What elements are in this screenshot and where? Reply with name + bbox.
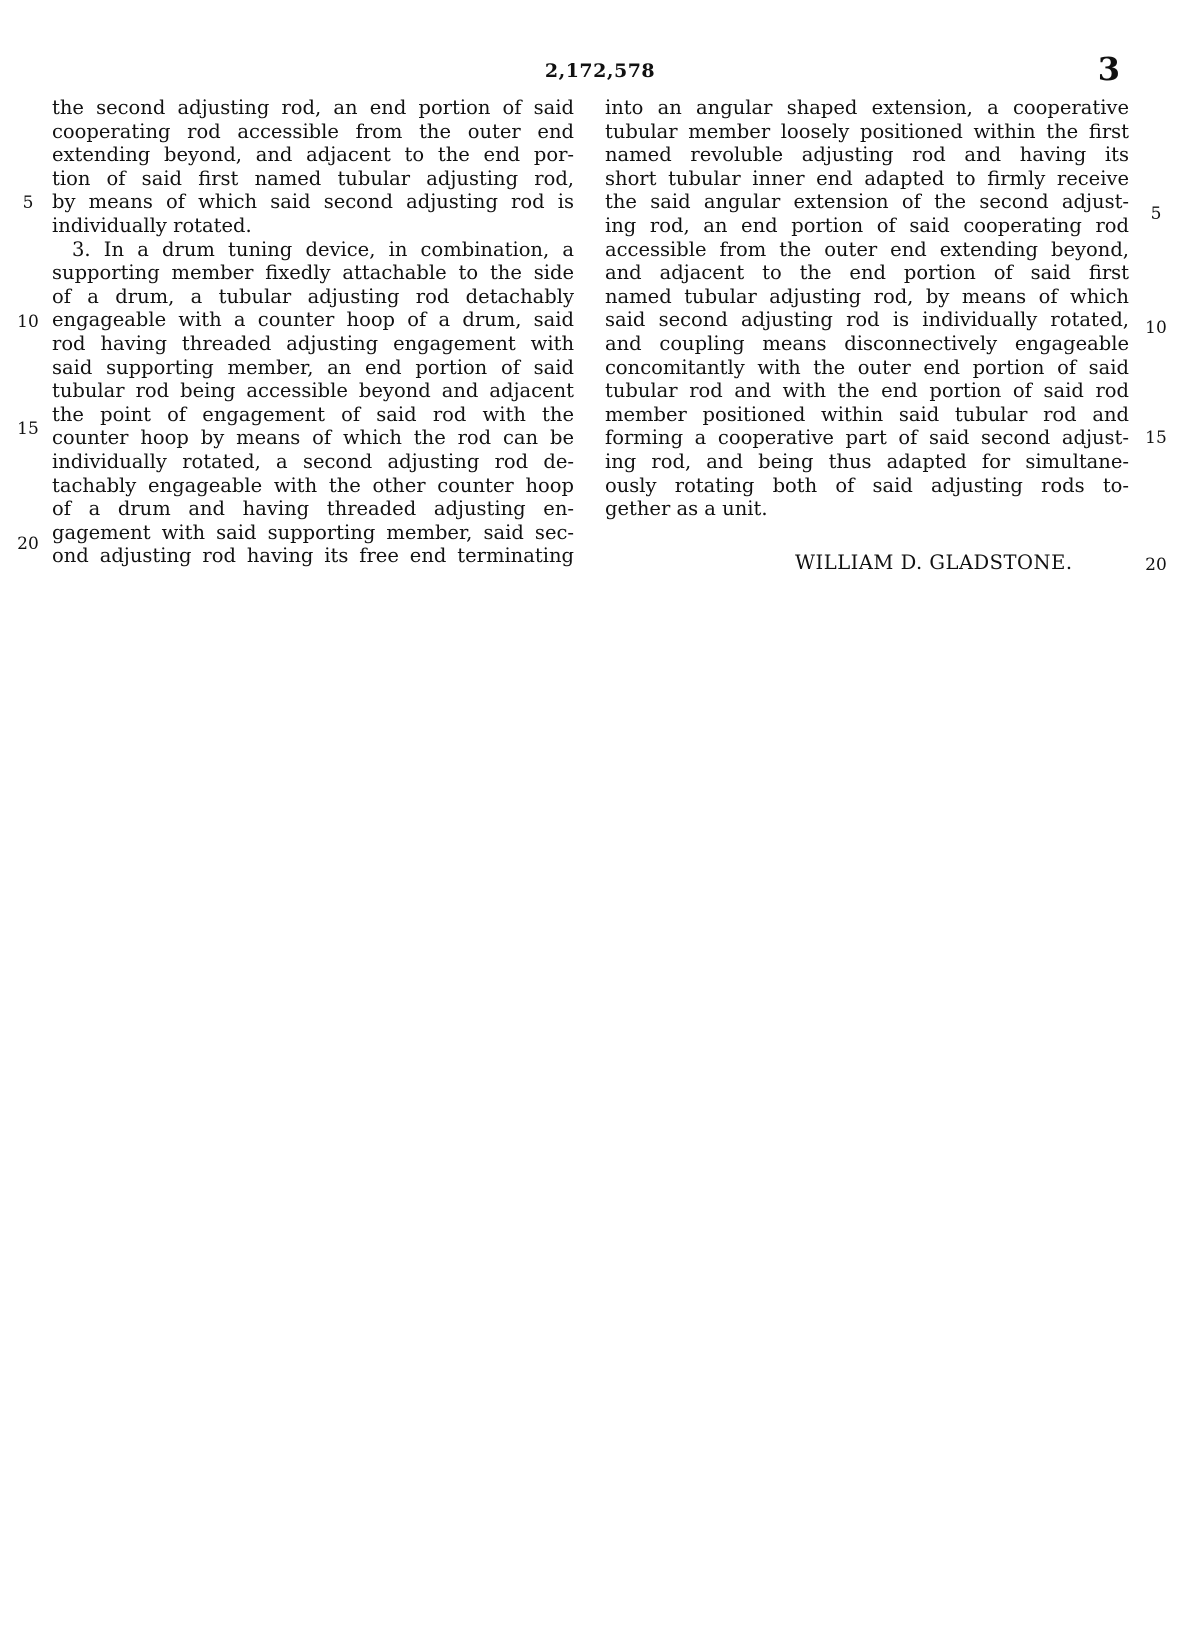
- text-line: individually rotated, a second adjusting rod de-: [52, 449, 574, 473]
- text-line: ing rod, and being thus adapted for simultane-: [605, 449, 1129, 473]
- text-line: into an angular shaped extension, a cooperative: [605, 96, 1129, 119]
- text-line: gagement with said supporting member, said sec-: [52, 520, 574, 544]
- text-line: said supporting member, an end portion of said: [52, 355, 574, 379]
- line-number: 5: [1150, 204, 1162, 224]
- text-line: concomitantly with the outer end portion of said: [605, 355, 1129, 379]
- text-line: cooperating rod accessible from the outer end: [52, 119, 574, 143]
- text-line: individually rotated.: [52, 213, 252, 237]
- line-number: 20: [1145, 555, 1167, 575]
- line-number: 15: [1145, 428, 1167, 448]
- line-number: 5: [22, 193, 34, 213]
- left-column: [52, 96, 574, 568]
- text-line: the said angular extension of the second adjust-: [605, 190, 1129, 214]
- right-column: [605, 96, 1129, 521]
- text-line: the second adjusting rod, an end portion of said: [52, 96, 574, 119]
- text-line: rod having threaded adjusting engagement with: [52, 331, 574, 355]
- text-line: ing rod, an end portion of said cooperating rod: [605, 213, 1129, 237]
- text-line: said second adjusting rod is individually rotated,: [605, 308, 1129, 332]
- text-line: and coupling means disconnectively engageable: [605, 331, 1129, 355]
- text-line: supporting member fixedly attachable to the side: [52, 261, 574, 285]
- text-line: ond adjusting rod having its free end terminating: [52, 544, 574, 568]
- text-line: the point of engagement of said rod with the: [52, 402, 574, 426]
- text-line: of a drum and having threaded adjusting en-: [52, 497, 574, 521]
- page-number: 3: [1097, 50, 1120, 88]
- text-line: extending beyond, and adjacent to the end por-: [52, 143, 574, 167]
- text-line: of a drum, a tubular adjusting rod detachably: [52, 284, 574, 308]
- line-number: 10: [1145, 318, 1167, 338]
- text-line: named revoluble adjusting rod and having its: [605, 143, 1129, 167]
- text-line: gether as a unit.: [605, 497, 768, 521]
- patent-number: 2,172,578: [544, 60, 656, 82]
- text-line: forming a cooperative part of said second adjust-: [605, 426, 1129, 450]
- text-line: tachably engageable with the other counter hoop: [52, 473, 574, 497]
- text-line: engageable with a counter hoop of a drum, said: [52, 308, 574, 332]
- inventor-signature: WILLIAM D. GLADSTONE.: [795, 551, 1073, 574]
- text-line: tion of said first named tubular adjusting rod,: [52, 166, 574, 190]
- text-line: tubular rod and with the end portion of said rod: [605, 379, 1129, 403]
- text-line: member positioned within said tubular rod and: [605, 402, 1129, 426]
- line-number: 15: [17, 419, 39, 439]
- text-line: counter hoop by means of which the rod can be: [52, 426, 574, 450]
- text-line: tubular member loosely positioned within the first: [605, 119, 1129, 143]
- text-line: tubular rod being accessible beyond and adjacent: [52, 379, 574, 403]
- line-number: 10: [17, 312, 39, 332]
- text-line: named tubular adjusting rod, by means of which: [605, 284, 1129, 308]
- text-line: and adjacent to the end portion of said first: [605, 261, 1129, 285]
- text-line: short tubular inner end adapted to firmly receive: [605, 166, 1129, 190]
- text-line: by means of which said second adjusting rod is: [52, 190, 574, 214]
- text-line: accessible from the outer end extending beyond,: [605, 237, 1129, 261]
- line-number: 20: [17, 534, 39, 554]
- text-line: 3. In a drum tuning device, in combination, a: [72, 237, 574, 261]
- text-line: ously rotating both of said adjusting rods to-: [605, 473, 1129, 497]
